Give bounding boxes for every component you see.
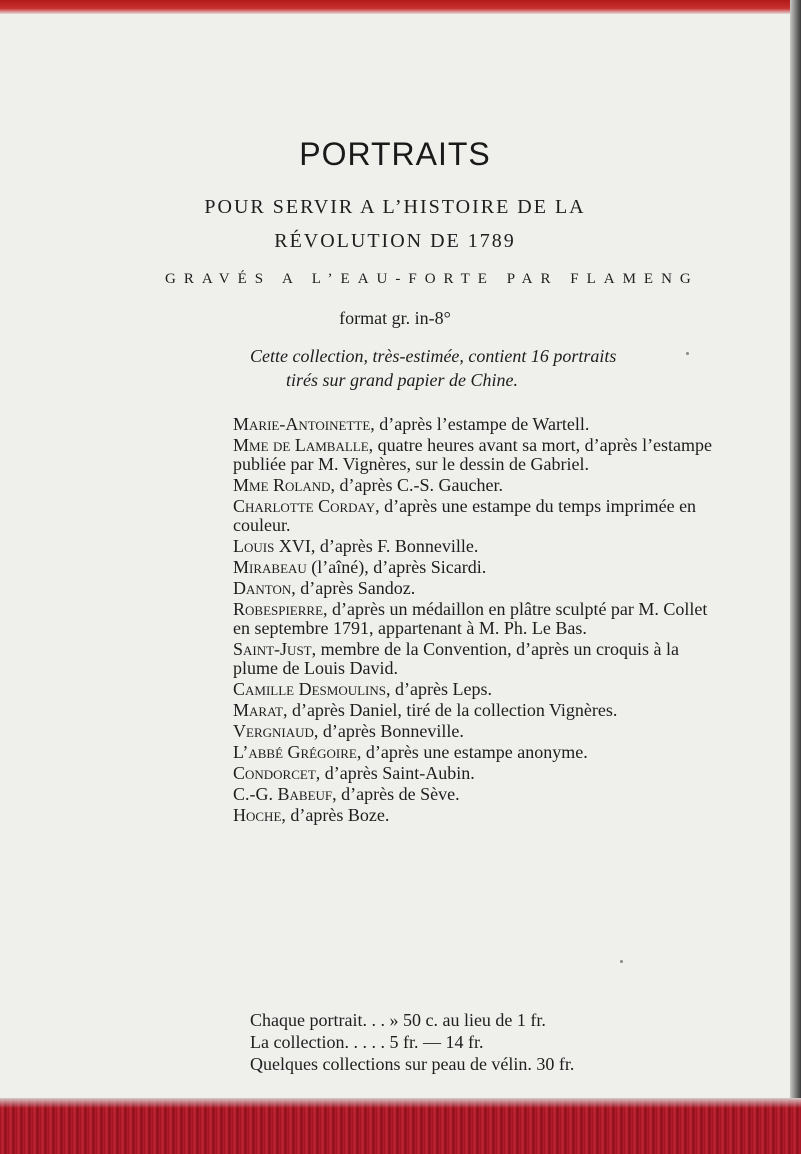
engraver-line: GRAVÉS A L’EAU-FORTE PAR FLAMENG — [165, 271, 699, 287]
portrait-name: Marat — [233, 700, 283, 720]
portrait-entry — [233, 579, 715, 598]
portrait-entry — [233, 600, 715, 638]
portrait-name: Charlotte Corday — [233, 496, 376, 516]
portrait-list — [233, 415, 715, 827]
collection-note — [250, 344, 720, 392]
price-list — [250, 1009, 720, 1075]
portrait-entry — [233, 497, 715, 535]
portrait-entry — [233, 806, 715, 825]
portrait-entry — [233, 722, 715, 741]
collection-note-line-1: Cette collection, très-estimée, contient 16 portraits — [250, 346, 617, 366]
portrait-description: , d’après F. Bonneville. — [310, 536, 479, 556]
portrait-entry — [233, 743, 715, 762]
price-line-vellum: Quelques collections sur peau de vélin. 30 fr. — [250, 1054, 575, 1074]
portrait-name: Camille Desmoulins — [233, 679, 386, 699]
portrait-name: Marie-Antoinette — [233, 414, 371, 434]
portrait-entry — [233, 640, 715, 678]
portrait-description: , quatre heures avant sa mort, d’après l’estampe publiée par M. Vignères, sur le dessin de Gabriel. — [233, 435, 713, 474]
page-gutter-shadow — [790, 0, 801, 1154]
format-line: format gr. in-8° — [339, 308, 451, 328]
paper-speck — [620, 960, 623, 963]
portrait-description: , d’après Saint-Aubin. — [315, 763, 475, 783]
subtitle-line-2: RÉVOLUTION DE 1789 — [274, 230, 516, 252]
portrait-name: Saint-Just — [233, 639, 312, 659]
portrait-description: , d’après un médaillon en plâtre sculpté par M. Collet en septembre 1791, appartenant à M. Ph. Le Bas. — [233, 599, 708, 638]
portrait-name: C.-G. Babeuf — [233, 784, 333, 804]
price-line-each: Chaque portrait. . . » 50 c. au lieu de 1 fr. — [250, 1010, 546, 1030]
portrait-entry — [233, 476, 715, 495]
portrait-description: , d’après une estampe anonyme. — [356, 742, 588, 762]
portrait-description: , d’après C.-S. Gaucher. — [330, 475, 503, 495]
portrait-entry — [233, 680, 715, 699]
portrait-entry — [233, 558, 715, 577]
page-title: PORTRAITS — [299, 136, 491, 172]
collection-note-line-2: tirés sur grand papier de Chine. — [286, 370, 518, 390]
portrait-description: , d’après Sandoz. — [291, 578, 416, 598]
portrait-description: (l’aîné), d’après Sicardi. — [306, 557, 487, 577]
portrait-description: , membre de la Convention, d’après un croquis à la plume de Louis David. — [233, 639, 680, 678]
portrait-entry — [233, 764, 715, 783]
portrait-entry — [233, 537, 715, 556]
portrait-name: Vergniaud — [233, 721, 314, 741]
portrait-description: , d’après Leps. — [386, 679, 492, 699]
portrait-name: Mme Roland — [233, 475, 331, 495]
portrait-name: Mme de Lamballe — [233, 435, 369, 455]
subtitle-line-1: POUR SERVIR A L’HISTOIRE DE LA — [204, 196, 586, 218]
portrait-description: , d’après une estampe du temps imprimée en couleur. — [233, 496, 697, 535]
portrait-entry — [233, 415, 715, 434]
portrait-name: Condorcet — [233, 763, 316, 783]
portrait-description: , d’après Boze. — [281, 805, 390, 825]
price-line-collection: La collection. . . . . 5 fr. — 14 fr. — [250, 1032, 484, 1052]
portrait-entry — [233, 436, 715, 474]
binding-highlight — [0, 1098, 801, 1108]
portrait-description: , d’après Daniel, tiré de la collection Vignères. — [282, 700, 618, 720]
portrait-name: Hoche — [233, 805, 282, 825]
portrait-name: Louis XVI — [233, 536, 311, 556]
portrait-description: , d’après l’estampe de Wartell. — [370, 414, 590, 434]
portrait-entry — [233, 785, 715, 804]
portrait-name: Robespierre — [233, 599, 324, 619]
portrait-name: Danton — [233, 578, 292, 598]
portrait-name: L’abbé Grégoire — [233, 742, 357, 762]
portrait-name: Mirabeau — [233, 557, 307, 577]
paper-speck — [686, 352, 689, 355]
portrait-description: , d’après Bonneville. — [313, 721, 464, 741]
portrait-entry — [233, 701, 715, 720]
portrait-description: , d’après de Sève. — [332, 784, 460, 804]
